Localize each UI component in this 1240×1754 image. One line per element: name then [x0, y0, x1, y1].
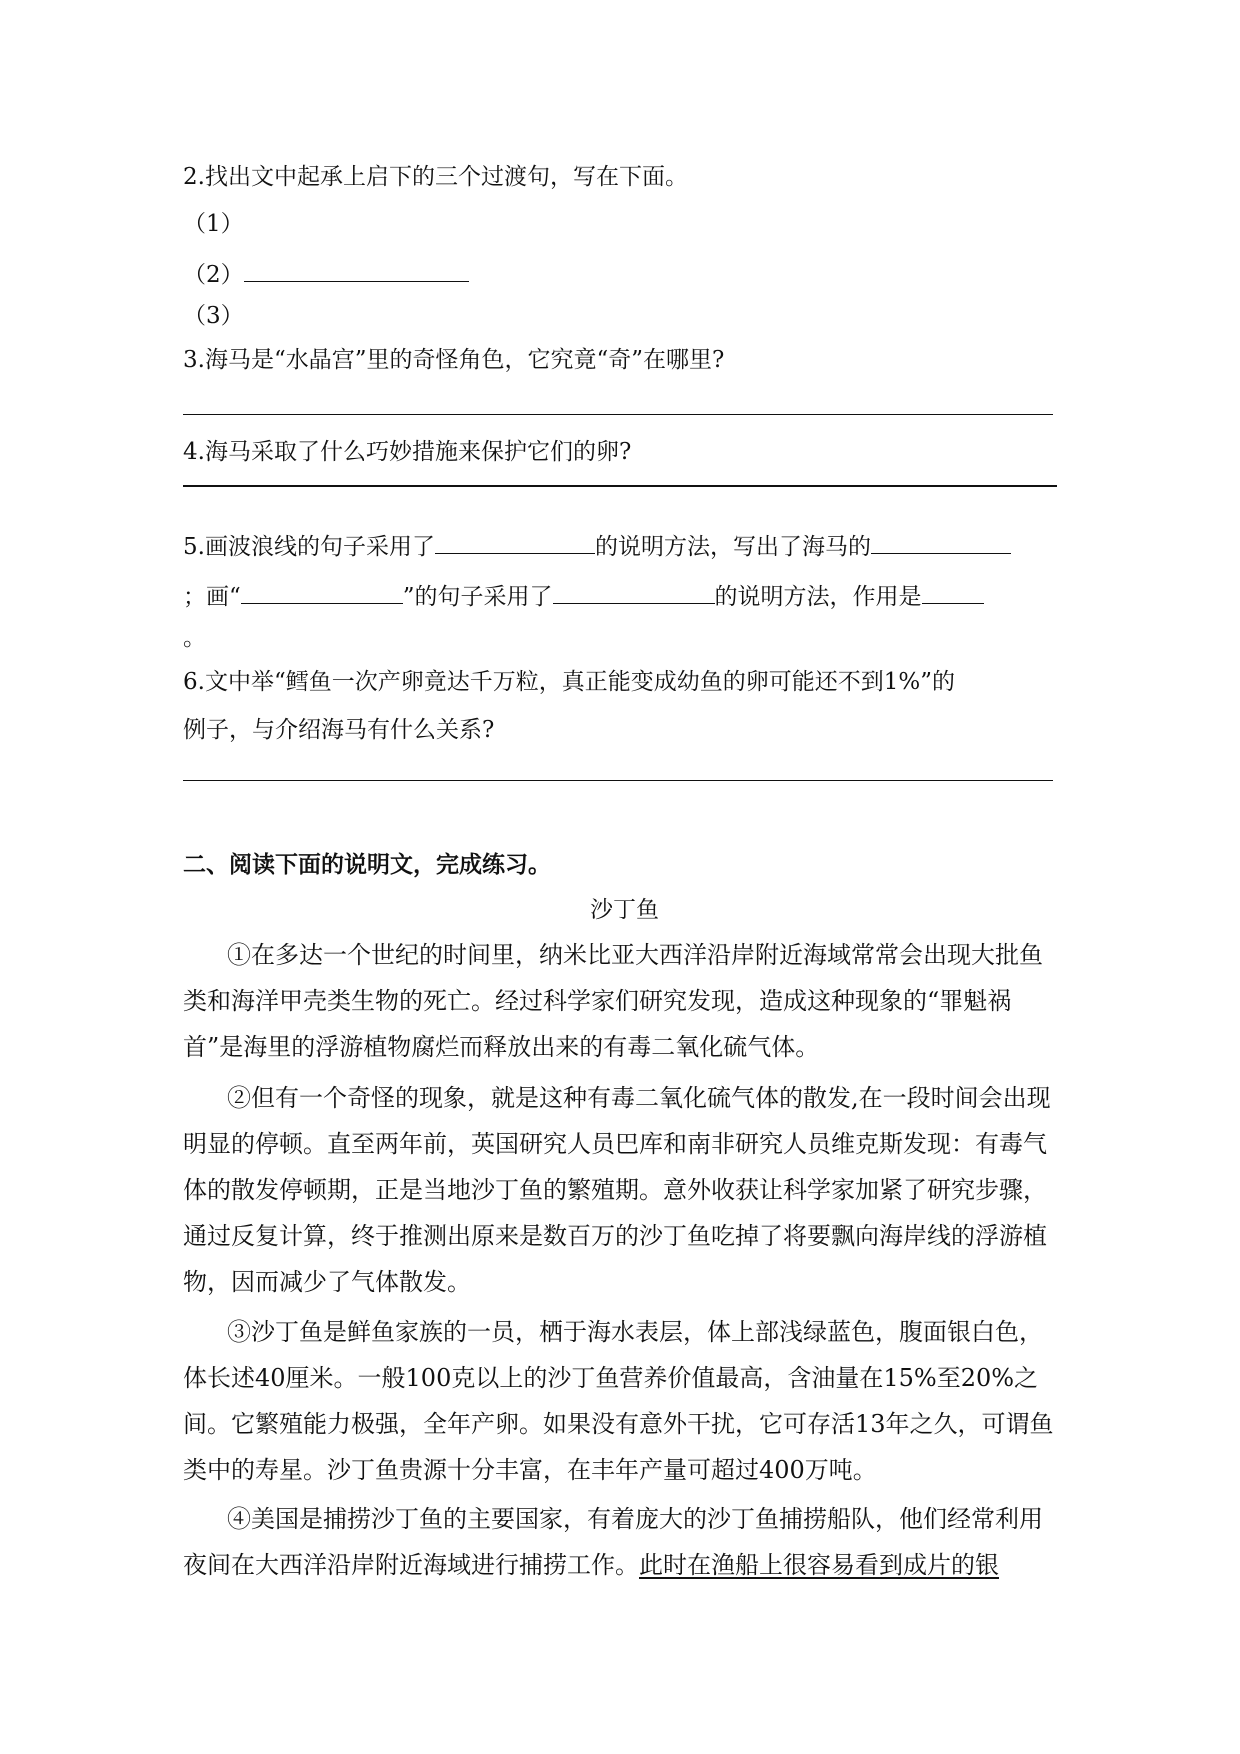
article-title: 沙丁鱼: [590, 897, 659, 923]
question-3-stem: 3.海马是“水晶宫”里的奇怪角色，它究竟“奇”在哪里?: [183, 347, 725, 373]
question-6-answer-line[interactable]: [183, 780, 1053, 781]
question-5-text: 5.画波浪线的句子采用了: [183, 534, 435, 560]
answer-blank-2[interactable]: [244, 253, 469, 282]
question-6-line-1: 6.文中举“鳕鱼一次产卵竟达千万粒，真正能变成幼鱼的卵可能还不到1%”的: [183, 669, 955, 695]
question-5-line-1: [183, 525, 1011, 564]
question-6-line-2: 例子，与介绍海马有什么关系?: [183, 717, 495, 743]
article-paragraph-3: ③沙丁鱼是鲜鱼家族的一员，栖于海水表层，体上部浅绿蓝色，腹面银白色，体长述40厘米。一般100克以上的沙丁鱼营养价值最高，含油量在15%至20%之间。它繁殖能力极强，全年产卵。如果没有意外干扰，它可存活13年之久，可谓鱼类中的寿星。沙丁鱼贵源十分丰富，在丰年产量可超过400万吨。: [183, 1318, 1054, 1484]
question-5-text: ；画“: [183, 584, 241, 610]
paragraph-4-text: ④美国是捕捞沙丁鱼的主要国家，有着庞大的沙丁鱼捕捞船队，他们经常利用夜间在大西洋沿岸附近海域进行捕捞工作。: [183, 1505, 1043, 1579]
method-blank-2[interactable]: [553, 575, 715, 604]
question-2-item-1: （1）: [183, 211, 244, 237]
question-5-text: ”的句子采用了: [402, 584, 553, 610]
sentence-blank[interactable]: [241, 575, 403, 604]
question-2-stem: 2.找出文中起承上启下的三个过渡句，写在下面。: [183, 164, 688, 190]
effect-blank[interactable]: [922, 575, 984, 604]
question-5-text: 的说明方法，作用是: [714, 584, 922, 610]
question-4-stem: 4.海马采取了什么巧妙措施来保护它们的卵?: [183, 439, 632, 465]
question-5-end: 。: [183, 625, 206, 651]
question-2-item-3: （3）: [183, 303, 244, 329]
item-2-label: （2）: [183, 262, 244, 288]
underlined-sentence: 此时在渔船上很容易看到成片的银: [639, 1551, 999, 1579]
feature-blank[interactable]: [871, 525, 1011, 554]
question-4-answer-line[interactable]: [183, 485, 1057, 487]
article-paragraph-2: ②但有一个奇怪的现象，就是这种有毒二氧化硫气体的散发,在一段时间会出现明显的停顿。直至两年前，英国研究人员巴库和南非研究人员维克斯发现：有毒气体的散发停顿期，正是当地沙丁鱼的繁殖期。意外收获让科学家加紧了研究步骤，通过反复计算，终于推测出原来是数百万的沙丁鱼吃掉了将要飘向海岸线的浮游植物，因而减少了气体散发。: [183, 1084, 1051, 1296]
question-3-answer-line[interactable]: [183, 414, 1053, 415]
article-paragraph-4: [183, 1496, 1063, 1588]
section-2-heading: 二、阅读下面的说明文，完成练习。: [183, 851, 551, 878]
article-paragraph-1: ①在多达一个世纪的时间里，纳米比亚大西洋沿岸附近海域常常会出现大批鱼类和海洋甲壳类生物的死亡。经过科学家们研究发现，造成这种现象的“罪魁祸首”是海里的浮游植物腐烂而释放出来的有毒二氧化硫气体。: [183, 941, 1043, 1061]
question-2-item-2: [183, 253, 469, 292]
question-5-line-2: [183, 575, 984, 614]
method-blank-1[interactable]: [435, 525, 595, 554]
question-5-text: 的说明方法，写出了海马的: [594, 534, 871, 560]
